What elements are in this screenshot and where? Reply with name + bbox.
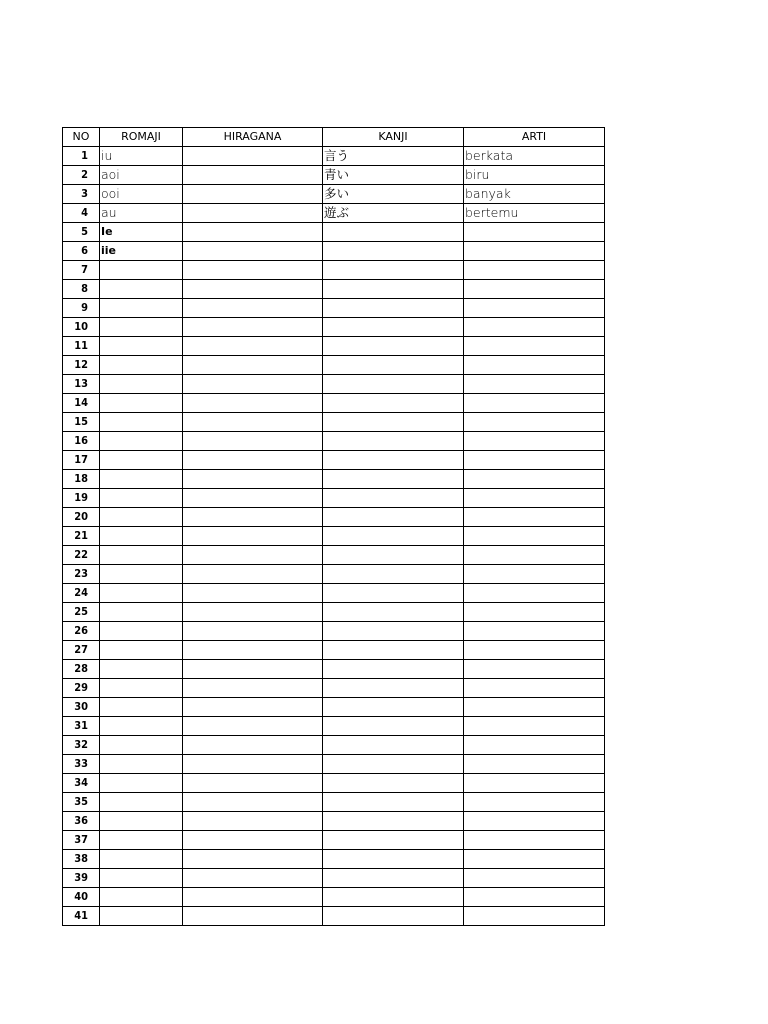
row-number-cell[interactable]: 24 bbox=[63, 584, 100, 603]
arti-cell[interactable] bbox=[464, 394, 605, 413]
kanji-cell[interactable] bbox=[323, 527, 464, 546]
arti-cell[interactable] bbox=[464, 603, 605, 622]
kanji-cell[interactable] bbox=[323, 280, 464, 299]
arti-cell[interactable] bbox=[464, 318, 605, 337]
arti-cell[interactable] bbox=[464, 242, 605, 261]
table-row bbox=[63, 869, 605, 888]
row-number-cell[interactable]: 34 bbox=[63, 774, 100, 793]
arti-cell[interactable] bbox=[464, 565, 605, 584]
header-kanji: KANJI bbox=[323, 128, 464, 147]
romaji-cell[interactable] bbox=[100, 869, 183, 888]
kanji-cell[interactable] bbox=[323, 413, 464, 432]
hiragana-cell[interactable] bbox=[183, 869, 323, 888]
row-number-cell[interactable]: 4 bbox=[63, 204, 100, 223]
row-number-cell[interactable]: 28 bbox=[63, 660, 100, 679]
romaji-cell[interactable] bbox=[100, 850, 183, 869]
table-row bbox=[63, 508, 605, 527]
hiragana-cell[interactable] bbox=[183, 603, 323, 622]
row-number-cell[interactable]: 17 bbox=[63, 451, 100, 470]
romaji-cell[interactable] bbox=[100, 755, 183, 774]
kanji-cell[interactable] bbox=[323, 375, 464, 394]
arti-cell[interactable] bbox=[464, 375, 605, 394]
kanji-cell[interactable]: 遊ぶ bbox=[323, 204, 464, 223]
romaji-cell[interactable] bbox=[100, 527, 183, 546]
kanji-cell[interactable] bbox=[323, 698, 464, 717]
hiragana-cell[interactable] bbox=[183, 565, 323, 584]
romaji-cell[interactable] bbox=[100, 717, 183, 736]
hiragana-cell[interactable] bbox=[183, 166, 323, 185]
hiragana-cell[interactable] bbox=[183, 204, 323, 223]
row-number-cell[interactable]: 27 bbox=[63, 641, 100, 660]
row-number-cell[interactable]: 6 bbox=[63, 242, 100, 261]
table-row bbox=[63, 147, 605, 166]
table-row bbox=[63, 527, 605, 546]
kanji-cell[interactable]: 言う bbox=[323, 147, 464, 166]
arti-cell[interactable] bbox=[464, 299, 605, 318]
table-row bbox=[63, 736, 605, 755]
table-row bbox=[63, 774, 605, 793]
romaji-cell[interactable] bbox=[100, 793, 183, 812]
romaji-cell[interactable] bbox=[100, 432, 183, 451]
header-row bbox=[63, 128, 605, 147]
arti-cell[interactable] bbox=[464, 622, 605, 641]
table-row bbox=[63, 375, 605, 394]
arti-cell[interactable] bbox=[464, 736, 605, 755]
romaji-cell[interactable] bbox=[100, 584, 183, 603]
hiragana-cell[interactable] bbox=[183, 831, 323, 850]
row-number-cell[interactable]: 29 bbox=[63, 679, 100, 698]
table-row bbox=[63, 546, 605, 565]
row-number-cell[interactable]: 33 bbox=[63, 755, 100, 774]
hiragana-cell[interactable] bbox=[183, 394, 323, 413]
romaji-cell[interactable] bbox=[100, 641, 183, 660]
table-row bbox=[63, 166, 605, 185]
hiragana-cell[interactable] bbox=[183, 584, 323, 603]
romaji-cell[interactable] bbox=[100, 603, 183, 622]
table-row bbox=[63, 318, 605, 337]
romaji-cell[interactable]: ooi bbox=[100, 185, 183, 204]
hiragana-cell[interactable] bbox=[183, 185, 323, 204]
kanji-cell[interactable] bbox=[323, 736, 464, 755]
row-number-cell[interactable]: 9 bbox=[63, 299, 100, 318]
romaji-cell[interactable] bbox=[100, 698, 183, 717]
arti-cell[interactable] bbox=[464, 869, 605, 888]
arti-cell[interactable] bbox=[464, 413, 605, 432]
table-row bbox=[63, 698, 605, 717]
row-number-cell[interactable]: 41 bbox=[63, 907, 100, 926]
table-row bbox=[63, 337, 605, 356]
arti-cell[interactable] bbox=[464, 850, 605, 869]
hiragana-cell[interactable] bbox=[183, 622, 323, 641]
row-number-cell[interactable]: 19 bbox=[63, 489, 100, 508]
romaji-cell[interactable] bbox=[100, 565, 183, 584]
kanji-cell[interactable] bbox=[323, 318, 464, 337]
header-hiragana: HIRAGANA bbox=[183, 128, 323, 147]
row-number-cell[interactable]: 22 bbox=[63, 546, 100, 565]
hiragana-cell[interactable] bbox=[183, 147, 323, 166]
romaji-cell[interactable] bbox=[100, 831, 183, 850]
romaji-cell[interactable]: iu bbox=[100, 147, 183, 166]
hiragana-cell[interactable] bbox=[183, 356, 323, 375]
kanji-cell[interactable] bbox=[323, 793, 464, 812]
table-row bbox=[63, 242, 605, 261]
hiragana-cell[interactable] bbox=[183, 755, 323, 774]
arti-cell[interactable] bbox=[464, 584, 605, 603]
row-number-cell[interactable]: 37 bbox=[63, 831, 100, 850]
hiragana-cell[interactable] bbox=[183, 888, 323, 907]
table-row bbox=[63, 793, 605, 812]
table-row bbox=[63, 755, 605, 774]
kanji-cell[interactable] bbox=[323, 584, 464, 603]
row-number-cell[interactable]: 5 bbox=[63, 223, 100, 242]
kanji-cell[interactable] bbox=[323, 603, 464, 622]
table-row bbox=[63, 717, 605, 736]
hiragana-cell[interactable] bbox=[183, 375, 323, 394]
hiragana-cell[interactable] bbox=[183, 698, 323, 717]
romaji-cell[interactable] bbox=[100, 508, 183, 527]
kanji-cell[interactable] bbox=[323, 660, 464, 679]
romaji-cell[interactable] bbox=[100, 375, 183, 394]
table-row bbox=[63, 299, 605, 318]
arti-cell[interactable] bbox=[464, 717, 605, 736]
table-row bbox=[63, 261, 605, 280]
kanji-cell[interactable] bbox=[323, 299, 464, 318]
hiragana-cell[interactable] bbox=[183, 242, 323, 261]
row-number-cell[interactable]: 2 bbox=[63, 166, 100, 185]
romaji-cell[interactable] bbox=[100, 888, 183, 907]
table-row bbox=[63, 850, 605, 869]
table-row bbox=[63, 907, 605, 926]
table-row bbox=[63, 432, 605, 451]
kanji-cell[interactable] bbox=[323, 641, 464, 660]
hiragana-cell[interactable] bbox=[183, 660, 323, 679]
table-row bbox=[63, 812, 605, 831]
row-number-cell[interactable]: 23 bbox=[63, 565, 100, 584]
kanji-cell[interactable] bbox=[323, 337, 464, 356]
table-row bbox=[63, 622, 605, 641]
kanji-cell[interactable]: 多い bbox=[323, 185, 464, 204]
romaji-cell[interactable] bbox=[100, 356, 183, 375]
kanji-cell[interactable] bbox=[323, 717, 464, 736]
kanji-cell[interactable]: 青い bbox=[323, 166, 464, 185]
romaji-cell[interactable] bbox=[100, 261, 183, 280]
romaji-cell[interactable] bbox=[100, 546, 183, 565]
arti-cell[interactable] bbox=[464, 793, 605, 812]
romaji-cell[interactable] bbox=[100, 299, 183, 318]
row-number-cell[interactable]: 31 bbox=[63, 717, 100, 736]
row-number-cell[interactable]: 30 bbox=[63, 698, 100, 717]
romaji-cell[interactable] bbox=[100, 470, 183, 489]
kanji-cell[interactable] bbox=[323, 907, 464, 926]
arti-cell[interactable]: biru bbox=[464, 166, 605, 185]
romaji-cell[interactable] bbox=[100, 413, 183, 432]
table-row bbox=[63, 394, 605, 413]
table-row bbox=[63, 223, 605, 242]
hiragana-cell[interactable] bbox=[183, 432, 323, 451]
table-row bbox=[63, 280, 605, 299]
arti-cell[interactable]: berkata bbox=[464, 147, 605, 166]
row-number-cell[interactable]: 14 bbox=[63, 394, 100, 413]
hiragana-cell[interactable] bbox=[183, 337, 323, 356]
hiragana-cell[interactable] bbox=[183, 299, 323, 318]
romaji-cell[interactable] bbox=[100, 660, 183, 679]
row-number-cell[interactable]: 12 bbox=[63, 356, 100, 375]
arti-cell[interactable] bbox=[464, 527, 605, 546]
table-row bbox=[63, 660, 605, 679]
row-number-cell[interactable]: 40 bbox=[63, 888, 100, 907]
row-number-cell[interactable]: 32 bbox=[63, 736, 100, 755]
kanji-cell[interactable] bbox=[323, 546, 464, 565]
arti-cell[interactable] bbox=[464, 755, 605, 774]
row-number-cell[interactable]: 26 bbox=[63, 622, 100, 641]
romaji-cell[interactable] bbox=[100, 812, 183, 831]
hiragana-cell[interactable] bbox=[183, 470, 323, 489]
arti-cell[interactable] bbox=[464, 546, 605, 565]
header-romaji: ROMAJI bbox=[100, 128, 183, 147]
romaji-cell[interactable] bbox=[100, 774, 183, 793]
hiragana-cell[interactable] bbox=[183, 812, 323, 831]
table-row bbox=[63, 470, 605, 489]
romaji-cell[interactable] bbox=[100, 736, 183, 755]
header-arti: ARTI bbox=[464, 128, 605, 147]
row-number-cell[interactable]: 1 bbox=[63, 147, 100, 166]
row-number-cell[interactable]: 13 bbox=[63, 375, 100, 394]
kanji-cell[interactable] bbox=[323, 850, 464, 869]
kanji-cell[interactable] bbox=[323, 774, 464, 793]
row-number-cell[interactable]: 8 bbox=[63, 280, 100, 299]
row-number-cell[interactable]: 35 bbox=[63, 793, 100, 812]
hiragana-cell[interactable] bbox=[183, 736, 323, 755]
arti-cell[interactable] bbox=[464, 489, 605, 508]
header-no: NO bbox=[63, 128, 100, 147]
kanji-cell[interactable] bbox=[323, 812, 464, 831]
romaji-cell[interactable] bbox=[100, 318, 183, 337]
arti-cell[interactable]: banyak bbox=[464, 185, 605, 204]
row-number-cell[interactable]: 20 bbox=[63, 508, 100, 527]
kanji-cell[interactable] bbox=[323, 489, 464, 508]
arti-cell[interactable] bbox=[464, 451, 605, 470]
arti-cell[interactable] bbox=[464, 660, 605, 679]
arti-cell[interactable] bbox=[464, 698, 605, 717]
hiragana-cell[interactable] bbox=[183, 546, 323, 565]
table-row bbox=[63, 831, 605, 850]
arti-cell[interactable] bbox=[464, 432, 605, 451]
romaji-cell[interactable] bbox=[100, 280, 183, 299]
hiragana-cell[interactable] bbox=[183, 679, 323, 698]
kanji-cell[interactable] bbox=[323, 394, 464, 413]
kanji-cell[interactable] bbox=[323, 470, 464, 489]
arti-cell[interactable] bbox=[464, 641, 605, 660]
arti-cell[interactable] bbox=[464, 280, 605, 299]
kanji-cell[interactable] bbox=[323, 508, 464, 527]
arti-cell[interactable] bbox=[464, 774, 605, 793]
table-row bbox=[63, 584, 605, 603]
romaji-cell[interactable] bbox=[100, 337, 183, 356]
row-number-cell[interactable]: 38 bbox=[63, 850, 100, 869]
hiragana-cell[interactable] bbox=[183, 907, 323, 926]
romaji-cell[interactable]: iie bbox=[100, 242, 183, 261]
arti-cell[interactable] bbox=[464, 888, 605, 907]
table-row bbox=[63, 413, 605, 432]
hiragana-cell[interactable] bbox=[183, 641, 323, 660]
hiragana-cell[interactable] bbox=[183, 413, 323, 432]
table-row bbox=[63, 888, 605, 907]
row-number-cell[interactable]: 10 bbox=[63, 318, 100, 337]
table-row bbox=[63, 641, 605, 660]
hiragana-cell[interactable] bbox=[183, 280, 323, 299]
arti-cell[interactable] bbox=[464, 261, 605, 280]
kanji-cell[interactable] bbox=[323, 223, 464, 242]
kanji-cell[interactable] bbox=[323, 679, 464, 698]
table-row bbox=[63, 679, 605, 698]
table-row bbox=[63, 489, 605, 508]
hiragana-cell[interactable] bbox=[183, 774, 323, 793]
hiragana-cell[interactable] bbox=[183, 717, 323, 736]
row-number-cell[interactable]: 16 bbox=[63, 432, 100, 451]
kanji-cell[interactable] bbox=[323, 755, 464, 774]
row-number-cell[interactable]: 39 bbox=[63, 869, 100, 888]
kanji-cell[interactable] bbox=[323, 831, 464, 850]
arti-cell[interactable] bbox=[464, 831, 605, 850]
romaji-cell[interactable] bbox=[100, 394, 183, 413]
romaji-cell[interactable]: Ie bbox=[100, 223, 183, 242]
arti-cell[interactable] bbox=[464, 337, 605, 356]
arti-cell[interactable] bbox=[464, 470, 605, 489]
arti-cell[interactable] bbox=[464, 508, 605, 527]
hiragana-cell[interactable] bbox=[183, 508, 323, 527]
kanji-cell[interactable] bbox=[323, 869, 464, 888]
hiragana-cell[interactable] bbox=[183, 451, 323, 470]
row-number-cell[interactable]: 25 bbox=[63, 603, 100, 622]
hiragana-cell[interactable] bbox=[183, 261, 323, 280]
hiragana-cell[interactable] bbox=[183, 793, 323, 812]
kanji-cell[interactable] bbox=[323, 565, 464, 584]
kanji-cell[interactable] bbox=[323, 888, 464, 907]
table-row bbox=[63, 204, 605, 223]
table-row bbox=[63, 356, 605, 375]
arti-cell[interactable] bbox=[464, 679, 605, 698]
table-body bbox=[63, 147, 605, 926]
hiragana-cell[interactable] bbox=[183, 223, 323, 242]
hiragana-cell[interactable] bbox=[183, 318, 323, 337]
romaji-cell[interactable] bbox=[100, 622, 183, 641]
row-number-cell[interactable]: 11 bbox=[63, 337, 100, 356]
table-row bbox=[63, 185, 605, 204]
kanji-cell[interactable] bbox=[323, 622, 464, 641]
table-row bbox=[63, 565, 605, 584]
arti-cell[interactable] bbox=[464, 812, 605, 831]
romaji-cell[interactable]: aoi bbox=[100, 166, 183, 185]
arti-cell[interactable]: bertemu bbox=[464, 204, 605, 223]
kanji-cell[interactable] bbox=[323, 356, 464, 375]
hiragana-cell[interactable] bbox=[183, 527, 323, 546]
row-number-cell[interactable]: 3 bbox=[63, 185, 100, 204]
row-number-cell[interactable]: 15 bbox=[63, 413, 100, 432]
hiragana-cell[interactable] bbox=[183, 850, 323, 869]
romaji-cell[interactable] bbox=[100, 907, 183, 926]
kanji-cell[interactable] bbox=[323, 451, 464, 470]
table-row bbox=[63, 451, 605, 470]
romaji-cell[interactable] bbox=[100, 489, 183, 508]
vocabulary-table bbox=[62, 127, 605, 926]
kanji-cell[interactable] bbox=[323, 242, 464, 261]
row-number-cell[interactable]: 18 bbox=[63, 470, 100, 489]
romaji-cell[interactable]: au bbox=[100, 204, 183, 223]
row-number-cell[interactable]: 7 bbox=[63, 261, 100, 280]
arti-cell[interactable] bbox=[464, 356, 605, 375]
row-number-cell[interactable]: 21 bbox=[63, 527, 100, 546]
romaji-cell[interactable] bbox=[100, 679, 183, 698]
arti-cell[interactable] bbox=[464, 223, 605, 242]
kanji-cell[interactable] bbox=[323, 261, 464, 280]
kanji-cell[interactable] bbox=[323, 432, 464, 451]
row-number-cell[interactable]: 36 bbox=[63, 812, 100, 831]
romaji-cell[interactable] bbox=[100, 451, 183, 470]
arti-cell[interactable] bbox=[464, 907, 605, 926]
table-row bbox=[63, 603, 605, 622]
hiragana-cell[interactable] bbox=[183, 489, 323, 508]
